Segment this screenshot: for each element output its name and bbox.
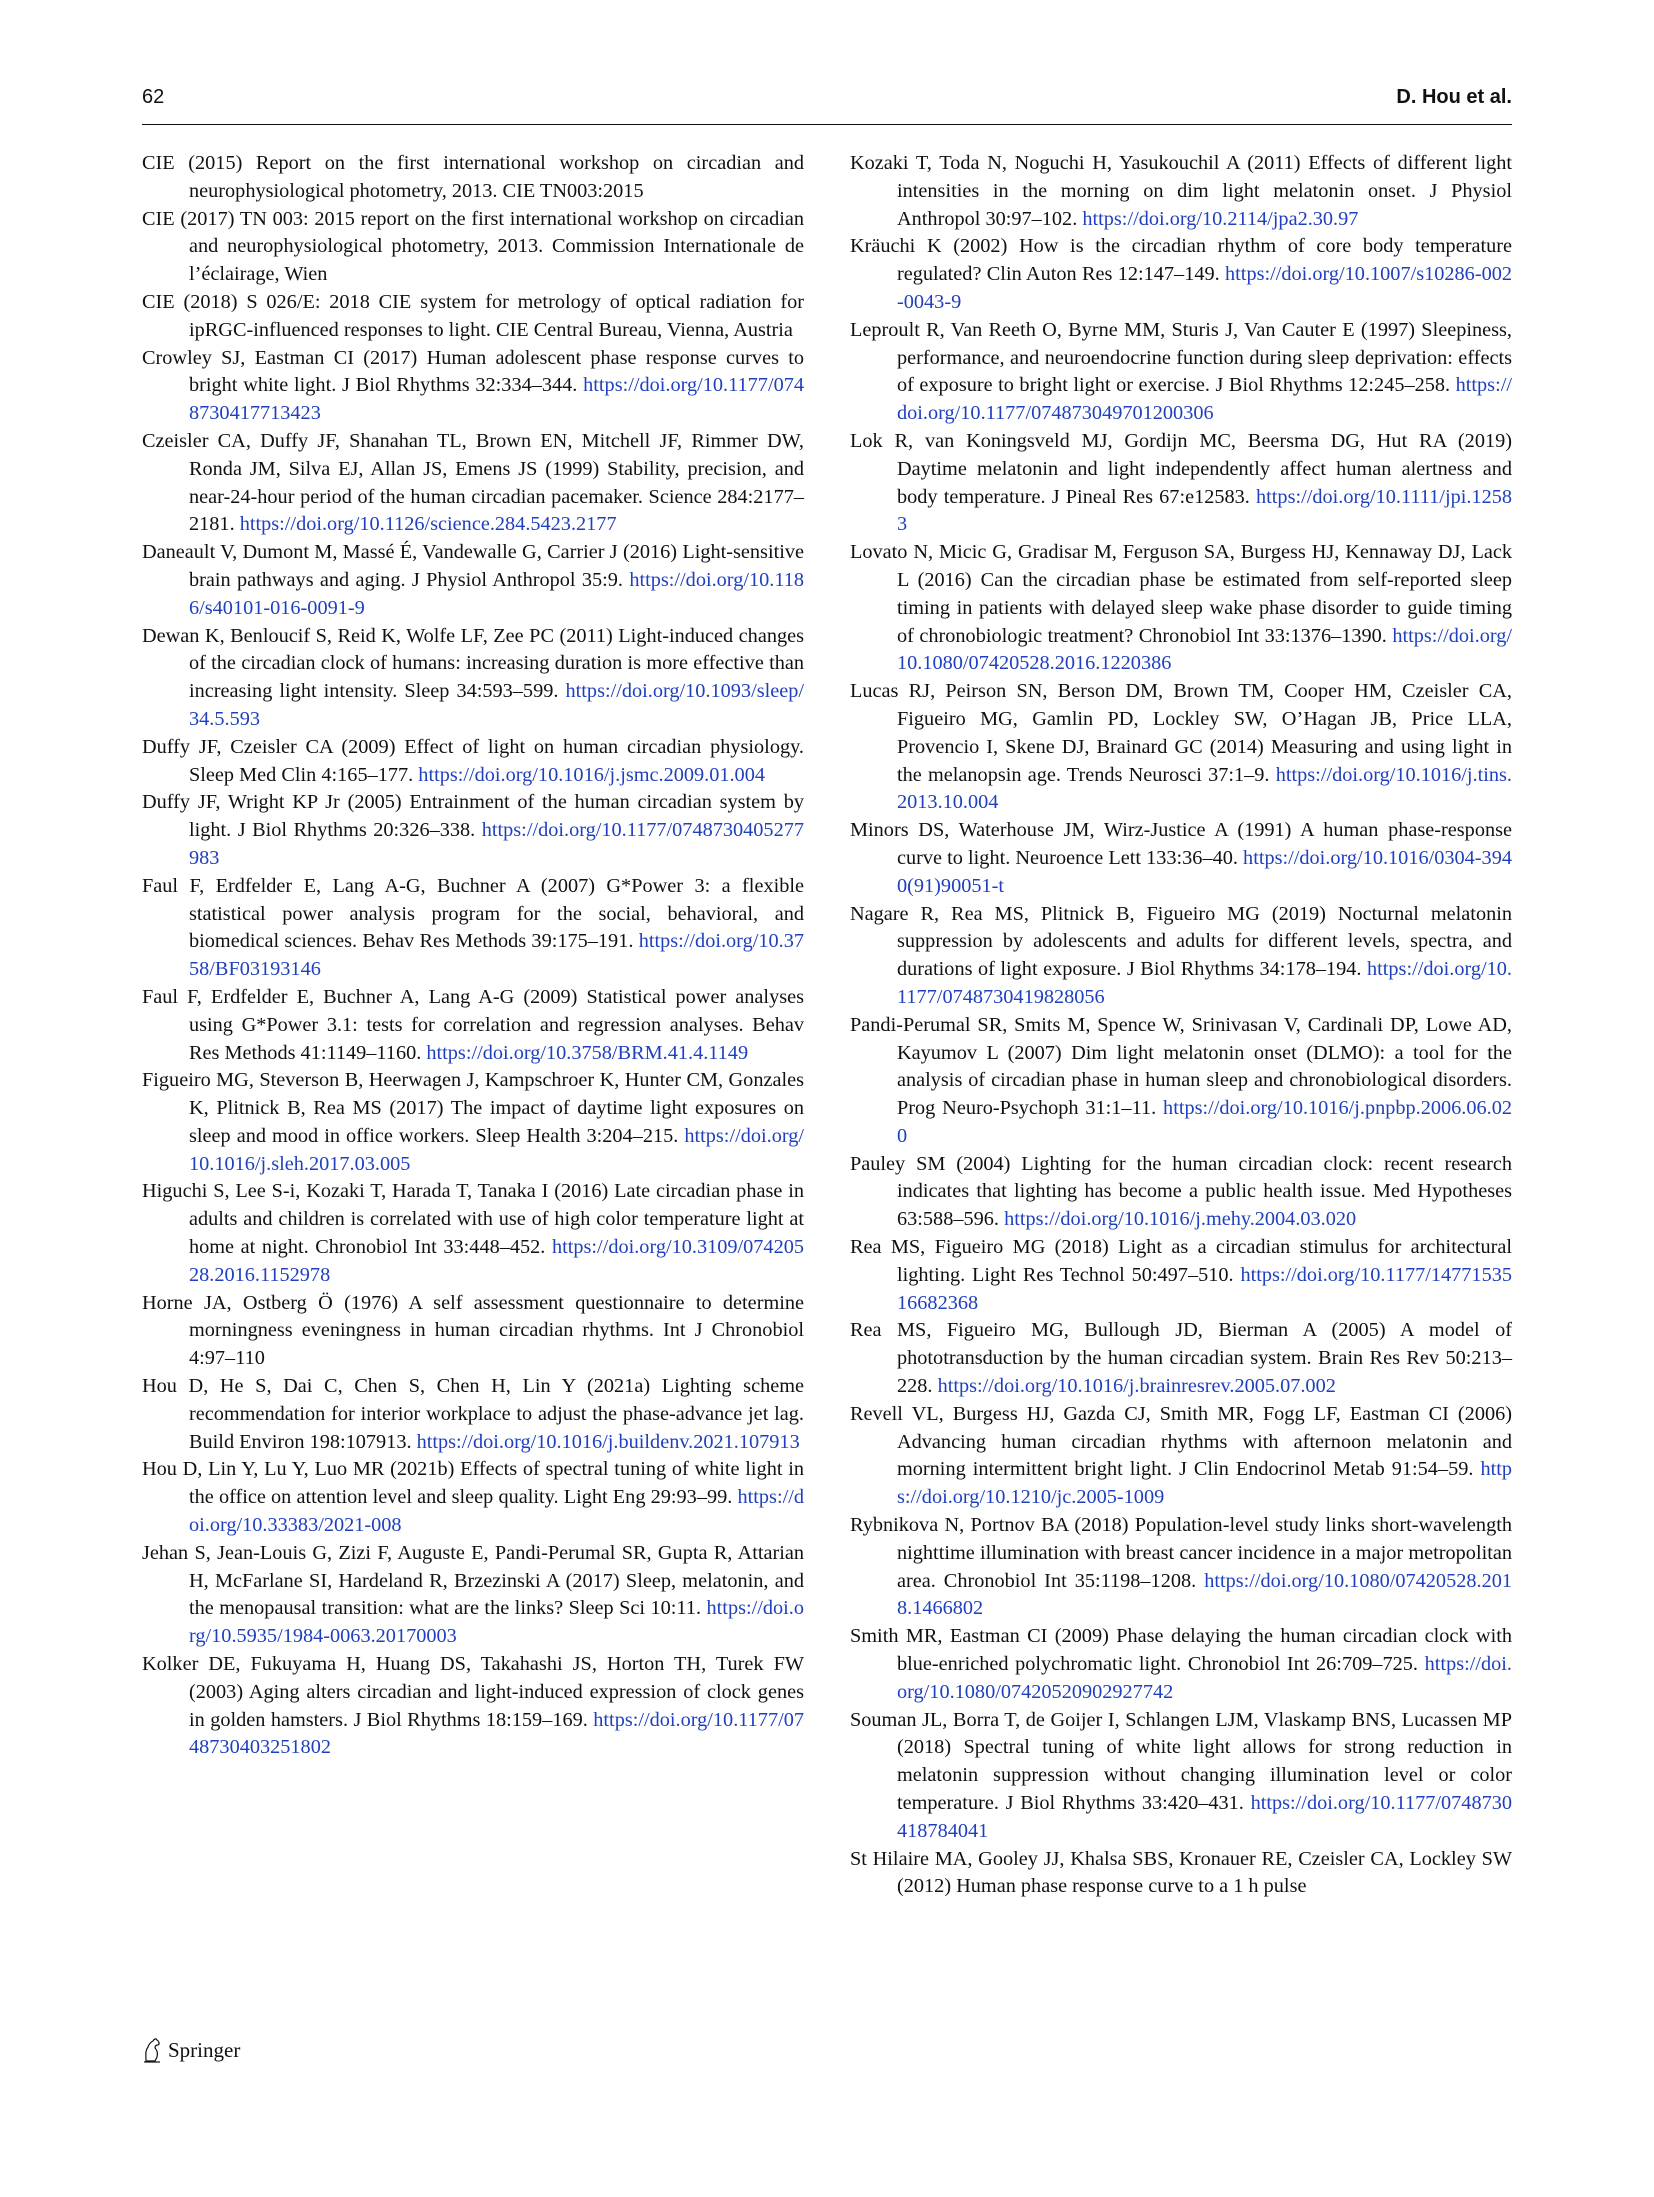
doi-link[interactable]: https://doi.org/10.1177/0748730403251802 xyxy=(189,1708,804,1759)
doi-link[interactable]: https://doi.org/10.3109/07420528.2016.1152978 xyxy=(189,1236,804,1286)
reference-text: Kozaki T, Toda N, Noguchi H, Yasukouchil A (2011) Effects of different light intensities in the morning on dim light melatonin onset. J Physiol Anthropol 30:97–102. xyxy=(850,152,1512,230)
reference-text: Nagare R, Rea MS, Plitnick B, Figueiro MG (2019) Nocturnal melatonin suppression by adolescents and adults for different levels, spectra, and durations of light exposure. J Biol Rhythms 34:178–194. xyxy=(850,902,1512,981)
reference-text: Higuchi S, Lee S-i, Kozaki T, Harada T, Tanaka I (2016) Late circadian phase in adults and children is correlated with use of high color temperature light at home at night. Chronobiol Int 33:448–452. xyxy=(142,1180,804,1259)
reference-text: Dewan K, Benloucif S, Reid K, Wolfe LF, Zee PC (2011) Light-induced changes of the circadian clock of humans: increasing duration is more effective than increasing light intensity. Sleep 34:593–599. xyxy=(142,624,804,703)
doi-link[interactable]: https://doi.org/10.1080/07420528.2016.1220386 xyxy=(897,624,1512,675)
reference-text: Duffy JF, Czeisler CA (2009) Effect of light on human circadian physiology. Sleep Med Clin 4:165–177. xyxy=(142,735,804,786)
reference-text: Jehan S, Jean-Louis G, Zizi F, Auguste E, Pandi-Perumal SR, Gupta R, Attarian H, McFarlane SI, Hardeland R, Brzezinski A (2017) Sleep, melatonin, and the menopausal transition: what are the links? Sleep Sci 10:11. xyxy=(142,1541,804,1620)
reference-entry xyxy=(850,150,1512,233)
reference-entry xyxy=(142,873,804,984)
reference-text: Rea MS, Figueiro MG (2018) Light as a circadian stimulus for architectural lighting. Light Res Technol 50:497–510. xyxy=(850,1236,1512,1286)
reference-text: St Hilaire MA, Gooley JJ, Khalsa SBS, Kronauer RE, Czeisler CA, Lockley SW (2012) Human phase response curve to a 1 h pulse xyxy=(850,1847,1512,1898)
reference-entry xyxy=(142,734,804,790)
references-right-column xyxy=(850,150,1512,1901)
reference-text: Kolker DE, Fukuyama H, Huang DS, Takahashi JS, Horton TH, Turek FW (2003) Aging alters circadian and light-induced expression of clock genes in golden hamsters. J Biol Rhythms 18:159–169. xyxy=(142,1653,804,1731)
header-rule xyxy=(142,124,1512,125)
doi-link[interactable]: https://doi.org/10.1177/0748730418784041 xyxy=(897,1792,1513,1842)
reference-entry xyxy=(142,150,804,206)
reference-entry xyxy=(142,206,804,289)
reference-entry xyxy=(850,317,1512,428)
page-footer xyxy=(142,2035,240,2065)
doi-link[interactable]: https://doi.org/10.1093/sleep/34.5.593 xyxy=(189,680,805,730)
page-header xyxy=(142,86,1512,122)
reference-text: Crowley SJ, Eastman CI (2017) Human adolescent phase response curves to bright white light. J Biol Rhythms 32:334–344. xyxy=(142,346,804,397)
doi-link[interactable]: https://doi.org/10.1016/j.pnpbp.2006.06.020 xyxy=(897,1097,1512,1147)
reference-text: Rybnikova N, Portnov BA (2018) Population-level study links short-wavelength nighttime illumination with breast cancer incidence in a major metropolitan area. Chronobiol Int 35:1198–1208. xyxy=(850,1514,1512,1592)
reference-text: Kräuchi K (2002) How is the circadian rhythm of core body temperature regulated? Clin Auton Res 12:147–149. xyxy=(850,235,1512,286)
doi-link[interactable]: https://doi.org/10.1126/science.284.5423.2177 xyxy=(239,513,617,536)
reference-text: Figueiro MG, Steverson B, Heerwagen J, Kampschroer K, Hunter CM, Gonzales K, Plitnick B, Rea MS (2017) The impact of daytime light exposures on sleep and mood in office workers. Sleep Health 3:204–215. xyxy=(142,1069,804,1147)
page-number: 62 xyxy=(142,86,165,108)
reference-entry xyxy=(850,1151,1512,1234)
doi-link[interactable]: https://doi.org/10.1177/0748730417713423 xyxy=(189,374,804,425)
doi-link[interactable]: https://doi.org/10.1016/j.tins.2013.10.004 xyxy=(897,763,1512,814)
reference-entry xyxy=(142,428,804,539)
reference-text: Lok R, van Koningsveld MJ, Gordijn MC, Beersma DG, Hut RA (2019) Daytime melatonin and light independently affect human alertness and body temperature. J Pineal Res 67:e12583. xyxy=(850,429,1512,508)
reference-entry xyxy=(850,233,1512,316)
reference-entry xyxy=(142,984,804,1067)
reference-entry xyxy=(850,1623,1512,1706)
publisher-name: Springer xyxy=(168,2037,241,2062)
reference-text: Lovato N, Micic G, Gradisar M, Ferguson SA, Burgess HJ, Kennaway DJ, Lack L (2016) Can the circadian phase be estimated from self-reported sleep timing in patients with delayed sleep wake phase disorder to guide timing of chronobiologic treatment? Chronobiol Int 33:1376–1390. xyxy=(850,541,1512,647)
reference-entry xyxy=(850,1012,1512,1151)
doi-link[interactable]: https://doi.org/10.1016/j.buildenv.2021.107913 xyxy=(416,1430,800,1453)
doi-link[interactable]: https://doi.org/10.1186/s40101-016-0091-9 xyxy=(189,568,804,619)
doi-link[interactable]: https://doi.org/10.1177/074873049701200306 xyxy=(897,374,1512,425)
doi-link[interactable]: https://doi.org/10.1210/jc.2005-1009 xyxy=(897,1458,1512,1509)
reference-entry xyxy=(142,1178,804,1289)
springer-horse-icon xyxy=(142,2037,162,2063)
reference-entry xyxy=(142,623,804,734)
reference-text: Daneault V, Dumont M, Massé É, Vandewalle G, Carrier J (2016) Light-sensitive brain pathways and aging. J Physiol Anthropol 35:9. xyxy=(142,541,804,591)
reference-text: Pauley SM (2004) Lighting for the human circadian clock: recent research indicates that lighting has become a public health issue. Med Hypotheses 63:588–596. xyxy=(850,1152,1512,1231)
doi-link[interactable]: https://doi.org/10.1177/0748730405277983 xyxy=(189,819,804,869)
reference-entry xyxy=(142,1067,804,1178)
reference-entry xyxy=(142,1290,804,1373)
doi-link[interactable]: https://doi.org/10.1111/jpi.12583 xyxy=(897,485,1512,536)
reference-text: Hou D, Lin Y, Lu Y, Luo MR (2021b) Effects of spectral tuning of white light in the office on attention level and sleep quality. Light Eng 29:93–99. xyxy=(142,1458,804,1509)
reference-text: Horne JA, Ostberg Ö (1976) A self assessment questionnaire to determine morningness eveningness in human circadian rhythms. Int J Chronobiol 4:97–110 xyxy=(142,1291,804,1370)
reference-entry xyxy=(850,1846,1512,1902)
reference-entry xyxy=(142,1456,804,1539)
running-head-authors: D. Hou et al. xyxy=(1396,86,1512,108)
doi-link[interactable]: https://doi.org/10.1177/1477153516682368 xyxy=(897,1263,1512,1314)
doi-link[interactable]: https://doi.org/10.1016/j.brainresrev.2005.07.002 xyxy=(937,1375,1336,1398)
reference-text: Hou D, He S, Dai C, Chen S, Chen H, Lin Y (2021a) Lighting scheme recommendation for interior workplace to adjust the phase-advance jet lag. Build Environ 198:107913. xyxy=(142,1375,804,1453)
reference-entry xyxy=(142,539,804,622)
reference-text: Minors DS, Waterhouse JM, Wirz-Justice A (1991) A human phase-response curve to light. Neuroence Lett 133:36–40. xyxy=(850,819,1512,869)
reference-entry xyxy=(850,1317,1512,1400)
doi-link[interactable]: https://doi.org/10.5935/1984-0063.20170003 xyxy=(189,1597,805,1648)
doi-link[interactable]: https://doi.org/10.1016/j.mehy.2004.03.020 xyxy=(1004,1208,1357,1231)
reference-entry xyxy=(850,1707,1512,1846)
reference-text: Faul F, Erdfelder E, Lang A-G, Buchner A (2007) G*Power 3: a flexible statistical power analysis program for the social, behavioral, and biomedical sciences. Behav Res Methods 39:175–191. xyxy=(142,874,804,953)
references-left-column xyxy=(142,150,804,1762)
reference-text: CIE (2015) Report on the first international workshop on circadian and neurophysiological photometry, 2013. CIE TN003:2015 xyxy=(142,152,804,202)
reference-entry xyxy=(850,817,1512,900)
reference-entry xyxy=(142,1373,804,1456)
reference-text: CIE (2017) TN 003: 2015 report on the first international workshop on circadian and neurophysiological photometry, 2013. Commission Internationale de l’éclairage, Wien xyxy=(142,207,804,286)
reference-entry xyxy=(142,1540,804,1651)
reference-entry xyxy=(850,539,1512,678)
doi-link[interactable]: https://doi.org/10.1007/s10286-002-0043-9 xyxy=(897,263,1512,313)
doi-link[interactable]: https://doi.org/10.1080/07420528.2018.1466802 xyxy=(897,1569,1512,1620)
reference-entry xyxy=(142,289,804,345)
doi-link[interactable]: https://doi.org/10.1080/07420520902927742 xyxy=(897,1653,1512,1703)
doi-link[interactable]: https://doi.org/10.3758/BRM.41.4.1149 xyxy=(426,1041,749,1064)
reference-text: Duffy JF, Wright KP Jr (2005) Entrainment of the human circadian system by light. J Biol Rhythms 20:326–338. xyxy=(142,791,804,842)
reference-text: Pandi-Perumal SR, Smits M, Spence W, Srinivasan V, Cardinali DP, Lowe AD, Kayumov L (2007) Dim light melatonin onset (DLMO): a tool for the analysis of circadian phase in human sleep and chronobiological disorders. Prog Neuro-Psychoph 31:1–11. xyxy=(850,1013,1512,1120)
reference-entry xyxy=(142,345,804,428)
doi-link[interactable]: https://doi.org/10.1016/j.sleh.2017.03.005 xyxy=(189,1124,804,1175)
reference-text: Smith MR, Eastman CI (2009) Phase delaying the human circadian clock with blue-enriched polychromatic light. Chronobiol Int 26:709–725. xyxy=(850,1625,1512,1676)
reference-entry xyxy=(850,428,1512,539)
reference-entry xyxy=(850,1234,1512,1317)
reference-text: Leproult R, Van Reeth O, Byrne MM, Sturis J, Van Cauter E (1997) Sleepiness, performance, and neuroendocrine function during sleep deprivation: effects of exposure to bright light or exercise. J Biol Rhythms 12:245–258. xyxy=(850,318,1512,397)
reference-text: Revell VL, Burgess HJ, Gazda CJ, Smith MR, Fogg LF, Eastman CI (2006) Advancing human circadian rhythms with afternoon melatonin and morning intermittent bright light. J Clin Endocrinol Metab 91:54–59. xyxy=(850,1402,1512,1481)
reference-text: Czeisler CA, Duffy JF, Shanahan TL, Brown EN, Mitchell JF, Rimmer DW, Ronda JM, Silva EJ, Allan JS, Emens JS (1999) Stability, precision, and near-24-hour period of the human circadian pacemaker. Science 284:2177–2181. xyxy=(142,429,804,536)
reference-entry xyxy=(142,789,804,872)
doi-link[interactable]: https://doi.org/10.1016/0304-3940(91)90051-t xyxy=(897,846,1512,897)
doi-link[interactable]: https://doi.org/10.1177/0748730419828056 xyxy=(897,958,1512,1008)
doi-link[interactable]: https://doi.org/10.33383/2021-008 xyxy=(189,1486,804,1537)
reference-text: Souman JL, Borra T, de Goijer I, Schlangen LJM, Vlaskamp BNS, Lucassen MP (2018) Spectral tuning of white light allows for strong reduction in melatonin suppression without changing illumination level or color temperature. J Biol Rhythms 33:420–431. xyxy=(850,1708,1512,1815)
reference-entry xyxy=(850,1401,1512,1512)
doi-link[interactable]: https://doi.org/10.1016/j.jsmc.2009.01.004 xyxy=(418,763,765,786)
doi-link[interactable]: https://doi.org/10.2114/jpa2.30.97 xyxy=(1082,207,1359,230)
reference-text: Rea MS, Figueiro MG, Bullough JD, Bierman A (2005) A model of phototransduction by the human circadian system. Brain Res Rev 50:213–228. xyxy=(850,1319,1512,1398)
reference-entry xyxy=(850,1512,1512,1623)
reference-entry xyxy=(850,678,1512,817)
doi-link[interactable]: https://doi.org/10.3758/BF03193146 xyxy=(189,930,804,981)
reference-text: Faul F, Erdfelder E, Buchner A, Lang A-G (2009) Statistical power analyses using G*Power 3.1: tests for correlation and regression analyses. Behav Res Methods 41:1149–1160. xyxy=(142,985,804,1064)
reference-entry xyxy=(850,901,1512,1012)
reference-entry xyxy=(142,1651,804,1762)
reference-text: Lucas RJ, Peirson SN, Berson DM, Brown TM, Cooper HM, Czeisler CA, Figueiro MG, Gamlin PD, Lockley SW, O’Hagan JB, Price LLA, Provencio I, Skene DJ, Brainard GC (2014) Measuring and using light in the melanopsin age. Trends Neurosci 37:1–9. xyxy=(850,680,1512,786)
reference-text: CIE (2018) S 026/E: 2018 CIE system for metrology of optical radiation for ipRGC-influenced responses to light. CIE Central Bureau, Vienna, Austria xyxy=(142,290,804,341)
